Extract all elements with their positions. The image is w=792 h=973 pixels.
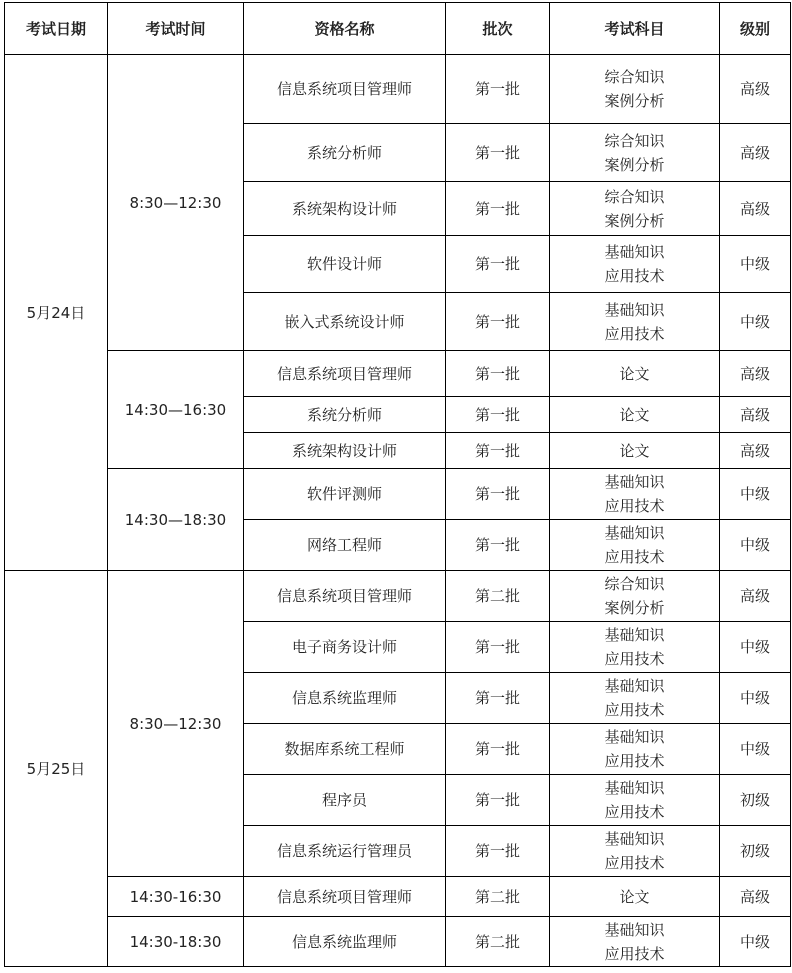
batch-cell: 第一批	[446, 826, 550, 877]
qualification-cell: 软件设计师	[244, 236, 446, 293]
level-cell: 中级	[720, 673, 791, 724]
subject-name: 论文	[619, 364, 650, 383]
subject-name: 综合知识	[604, 575, 665, 593]
batch-cell: 第一批	[446, 124, 550, 182]
header-subjects: 考试科目	[550, 3, 720, 55]
header-time: 考试时间	[108, 3, 244, 55]
subject-name: 基础知识	[604, 920, 665, 939]
schedule-body	[5, 55, 791, 967]
exam-time-cell: 14:30-18:30	[108, 917, 244, 967]
level-cell: 中级	[720, 520, 791, 571]
exam-time-cell: 14:30-16:30	[108, 877, 244, 917]
table-row	[5, 877, 791, 917]
subject-name: 应用技术	[604, 324, 665, 343]
subjects-cell	[550, 571, 720, 622]
qualification-cell: 信息系统项目管理师	[244, 877, 446, 917]
subject-name: 综合知识	[604, 131, 665, 150]
batch-cell: 第二批	[446, 917, 550, 967]
subjects-cell	[550, 775, 720, 826]
subject-name: 基础知识	[604, 473, 665, 491]
subject-name: 基础知识	[604, 779, 665, 797]
subject-name: 应用技术	[604, 267, 665, 285]
table-row	[5, 55, 791, 124]
subjects-cell	[550, 124, 720, 182]
batch-cell: 第一批	[446, 622, 550, 673]
exam-time-cell: 8:30—12:30	[108, 55, 244, 351]
subjects-cell	[550, 622, 720, 673]
qualification-cell: 信息系统运行管理员	[244, 826, 446, 877]
level-cell: 高级	[720, 571, 791, 622]
header-level: 级别	[720, 3, 791, 55]
exam-time-cell: 14:30—16:30	[108, 351, 244, 469]
subject-name: 基础知识	[604, 728, 665, 746]
batch-cell: 第一批	[446, 55, 550, 124]
subjects-cell	[550, 673, 720, 724]
subjects-cell	[550, 55, 720, 124]
qualification-cell: 电子商务设计师	[244, 622, 446, 673]
qualification-cell: 信息系统监理师	[244, 917, 446, 967]
qualification-cell: 系统分析师	[244, 397, 446, 433]
subjects-cell	[550, 293, 720, 351]
subject-name: 基础知识	[604, 830, 665, 848]
subject-name: 案例分析	[604, 155, 665, 174]
subjects-cell	[550, 826, 720, 877]
table-row	[5, 571, 791, 622]
subject-name: 基础知识	[604, 524, 665, 542]
batch-cell: 第一批	[446, 293, 550, 351]
subject-name: 基础知识	[604, 626, 665, 644]
level-cell: 高级	[720, 182, 791, 236]
subject-name: 基础知识	[604, 243, 665, 261]
batch-cell: 第一批	[446, 433, 550, 469]
subject-name: 论文	[619, 441, 650, 460]
subject-name: 基础知识	[604, 677, 665, 695]
level-cell: 高级	[720, 877, 791, 917]
subjects-cell	[550, 433, 720, 469]
qualification-cell: 系统架构设计师	[244, 433, 446, 469]
subjects-cell	[550, 236, 720, 293]
subject-name: 应用技术	[604, 701, 665, 719]
level-cell: 中级	[720, 236, 791, 293]
batch-cell: 第一批	[446, 182, 550, 236]
header-batch: 批次	[446, 3, 550, 55]
exam-time-cell: 8:30—12:30	[108, 571, 244, 877]
subjects-cell	[550, 724, 720, 775]
subject-name: 综合知识	[604, 187, 665, 206]
level-cell: 中级	[720, 293, 791, 351]
subject-name: 应用技术	[604, 944, 665, 963]
level-cell: 中级	[720, 724, 791, 775]
table-row	[5, 351, 791, 397]
qualification-cell: 信息系统项目管理师	[244, 55, 446, 124]
subjects-cell	[550, 182, 720, 236]
qualification-cell: 信息系统项目管理师	[244, 351, 446, 397]
header-date: 考试日期	[5, 3, 108, 55]
level-cell: 高级	[720, 351, 791, 397]
exam-date-cell: 5月24日	[5, 55, 108, 571]
subject-name: 应用技术	[604, 650, 665, 668]
exam-schedule-table	[4, 2, 791, 967]
subject-name: 案例分析	[604, 211, 665, 230]
subjects-cell	[550, 877, 720, 917]
qualification-cell: 系统架构设计师	[244, 182, 446, 236]
qualification-cell: 程序员	[244, 775, 446, 826]
subject-name: 论文	[619, 887, 650, 906]
header-qualification: 资格名称	[244, 3, 446, 55]
qualification-cell: 软件评测师	[244, 469, 446, 520]
subject-name: 应用技术	[604, 854, 665, 872]
subject-name: 论文	[619, 405, 650, 424]
exam-time-cell: 14:30—18:30	[108, 469, 244, 571]
subjects-cell	[550, 351, 720, 397]
qualification-cell: 数据库系统工程师	[244, 724, 446, 775]
subject-name: 案例分析	[604, 92, 665, 110]
level-cell: 中级	[720, 917, 791, 967]
subject-name: 应用技术	[604, 752, 665, 770]
exam-date-cell: 5月25日	[5, 571, 108, 967]
subject-name: 基础知识	[604, 300, 665, 319]
table-row	[5, 469, 791, 520]
subjects-cell	[550, 917, 720, 967]
batch-cell: 第一批	[446, 351, 550, 397]
batch-cell: 第一批	[446, 397, 550, 433]
subject-name: 应用技术	[604, 497, 665, 515]
subject-name: 应用技术	[604, 548, 665, 566]
level-cell: 初级	[720, 826, 791, 877]
level-cell: 中级	[720, 622, 791, 673]
level-cell: 高级	[720, 433, 791, 469]
subject-name: 应用技术	[604, 803, 665, 821]
batch-cell: 第一批	[446, 673, 550, 724]
subject-name: 综合知识	[604, 68, 665, 86]
qualification-cell: 嵌入式系统设计师	[244, 293, 446, 351]
qualification-cell: 信息系统项目管理师	[244, 571, 446, 622]
batch-cell: 第二批	[446, 571, 550, 622]
batch-cell: 第一批	[446, 724, 550, 775]
subjects-cell	[550, 469, 720, 520]
subject-name: 案例分析	[604, 599, 665, 617]
subjects-cell	[550, 397, 720, 433]
level-cell: 高级	[720, 55, 791, 124]
batch-cell: 第一批	[446, 520, 550, 571]
qualification-cell: 信息系统监理师	[244, 673, 446, 724]
level-cell: 高级	[720, 397, 791, 433]
level-cell: 中级	[720, 469, 791, 520]
subjects-cell	[550, 520, 720, 571]
table-row	[5, 917, 791, 967]
batch-cell: 第一批	[446, 469, 550, 520]
level-cell: 初级	[720, 775, 791, 826]
qualification-cell: 系统分析师	[244, 124, 446, 182]
qualification-cell: 网络工程师	[244, 520, 446, 571]
batch-cell: 第一批	[446, 236, 550, 293]
level-cell: 高级	[720, 124, 791, 182]
batch-cell: 第一批	[446, 775, 550, 826]
header-row	[5, 3, 791, 55]
batch-cell: 第二批	[446, 877, 550, 917]
